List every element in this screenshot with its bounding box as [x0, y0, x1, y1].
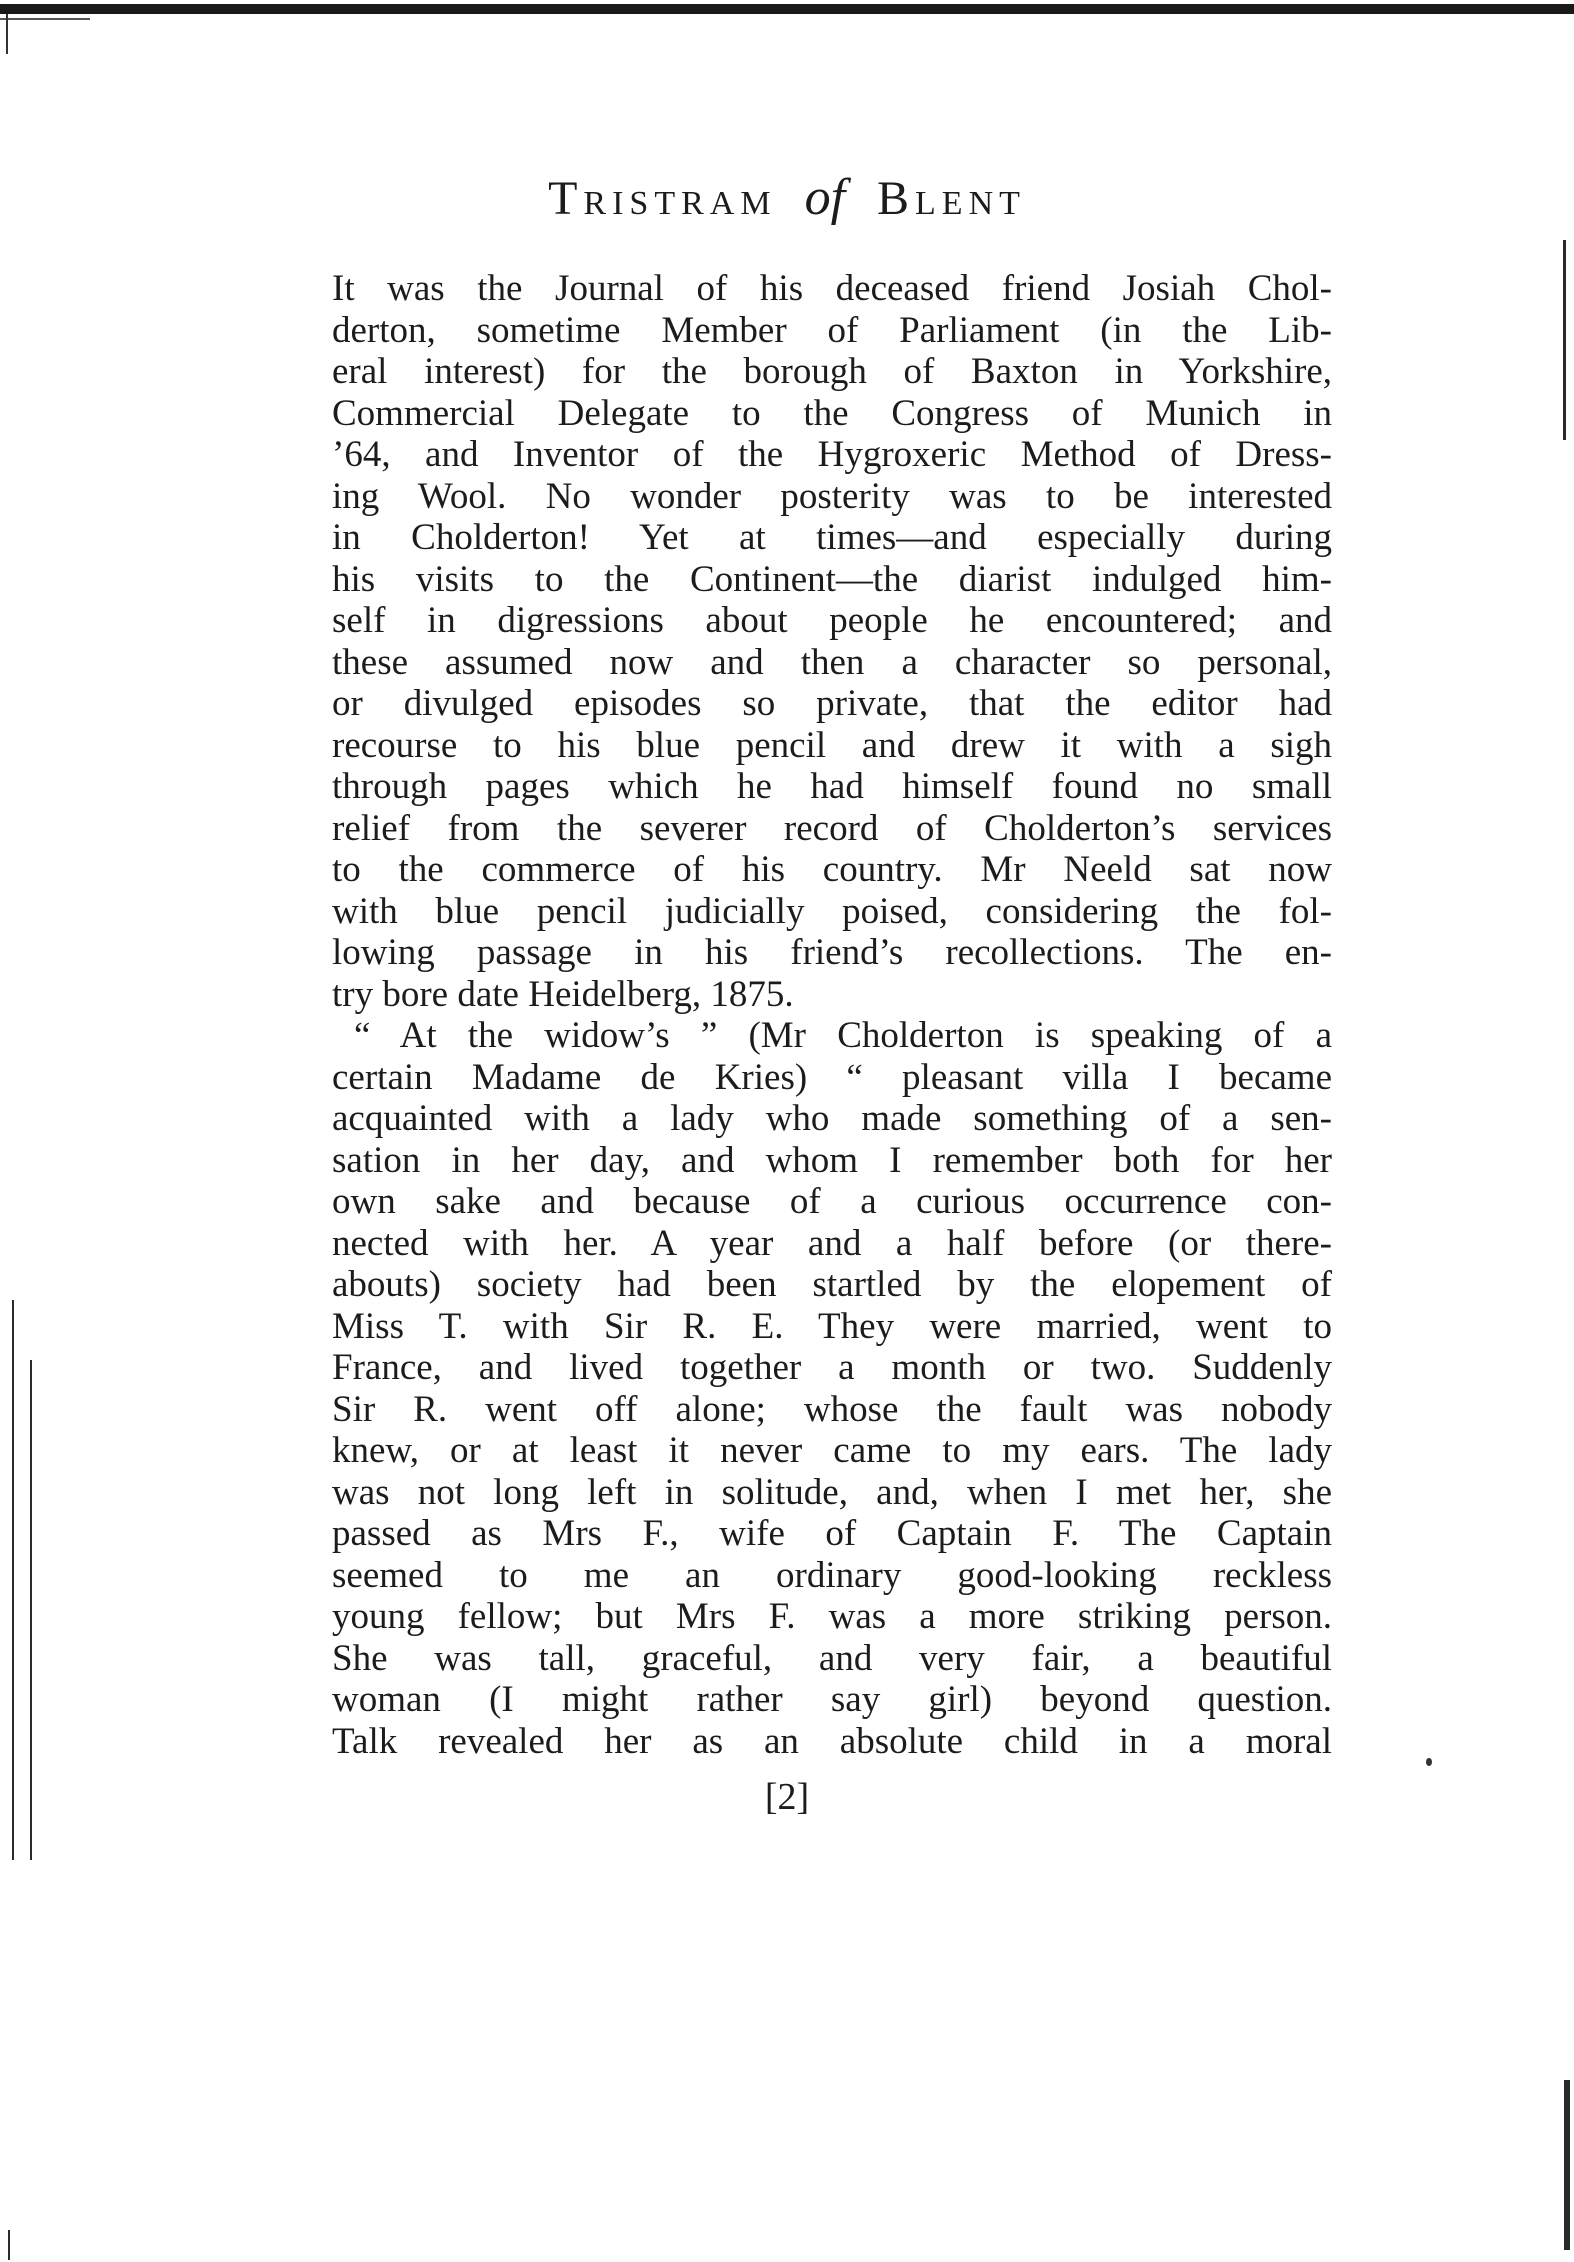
- text-line: recourse to his blue pencil and drew it with a sigh: [332, 724, 1332, 766]
- text-line: Talk revealed her as an absolute child in a moral: [332, 1720, 1332, 1762]
- text-line: was not long left in solitude, and, when I met her, she: [332, 1471, 1332, 1513]
- text-line: certain Madame de Kries) “ pleasant villa I became: [332, 1056, 1332, 1098]
- text-line: in Cholderton! Yet at times—and especially during: [332, 517, 1332, 558]
- text-line: She was tall, graceful, and very fair, a beautiful: [332, 1637, 1332, 1679]
- text-line: sation in her day, and whom I remember both for her: [332, 1139, 1332, 1181]
- scan-right-edge-mark: [1563, 240, 1566, 440]
- text-line: woman (I might rather say girl) beyond question.: [332, 1679, 1332, 1720]
- text-line: try bore date Heidelberg, 1875.: [332, 973, 794, 1015]
- scan-right-edge-mark: [1564, 2080, 1570, 2250]
- scan-top-border: [0, 4, 1574, 14]
- text-line: nected with her. A year and a half before (or there-: [332, 1222, 1332, 1264]
- text-line: ’64, and Inventor of the Hygroxeric Method of Dress-: [332, 434, 1332, 475]
- page-number: [2]: [764, 1776, 810, 1818]
- text-line: Miss T. with Sir R. E. They were married, went to: [332, 1305, 1332, 1347]
- text-line: derton, sometime Member of Parliament (in the Lib-: [332, 309, 1332, 351]
- text-line: relief from the severer record of Cholderton’s services: [332, 807, 1332, 849]
- text-line: self in digressions about people he encountered; and: [332, 600, 1332, 641]
- text-line: ing Wool. No wonder posterity was to be interested: [332, 475, 1332, 517]
- running-head-blent: Blent: [877, 172, 1026, 225]
- body-text: [332, 268, 1332, 1762]
- text-line: his visits to the Continent—the diarist indulged him-: [332, 558, 1332, 600]
- text-line: acquainted with a lady who made something of a sen-: [332, 1098, 1332, 1139]
- text-line: eral interest) for the borough of Baxton in Yorkshire,: [332, 351, 1332, 392]
- text-line: young fellow; but Mrs F. was a more striking person.: [332, 1596, 1332, 1637]
- text-line: Commercial Delegate to the Congress of Munich in: [332, 392, 1332, 434]
- running-head-of: of: [804, 169, 846, 226]
- text-line: passed as Mrs F., wife of Captain F. The Captain: [332, 1513, 1332, 1554]
- text-line: through pages which he had himself found no small: [332, 766, 1332, 807]
- text-line: abouts) society had been startled by the elopement of: [332, 1264, 1332, 1305]
- text-line: Sir R. went off alone; whose the fault was nobody: [332, 1388, 1332, 1430]
- text-line: these assumed now and then a character so personal,: [332, 641, 1332, 683]
- text-line: or divulged episodes so private, that the editor had: [332, 683, 1332, 724]
- text-line: to the commerce of his country. Mr Neeld sat now: [332, 849, 1332, 890]
- running-head: [0, 168, 1574, 229]
- scan-speck: [1426, 1758, 1432, 1766]
- running-head-tristram: Tristram: [548, 172, 777, 225]
- text-line: own sake and because of a curious occurrence con-: [332, 1181, 1332, 1222]
- text-line: knew, or at least it never came to my ears. The lady: [332, 1430, 1332, 1471]
- scan-left-edge-mark: [8, 2230, 10, 2260]
- scan-left-corner-mark: [6, 14, 8, 54]
- scan-top-border-thin: [0, 18, 90, 20]
- text-line: seemed to me an ordinary good-looking reckless: [332, 1554, 1332, 1596]
- text-line: lowing passage in his friend’s recollections. The en-: [332, 932, 1332, 973]
- text-line: with blue pencil judicially poised, considering the fol-: [332, 890, 1332, 932]
- text-line: “ At the widow’s ” (Mr Cholderton is speaking of a: [354, 1015, 1332, 1056]
- text-line: It was the Journal of his deceased friend Josiah Chol-: [332, 268, 1332, 309]
- text-line: France, and lived together a month or two. Suddenly: [332, 1347, 1332, 1388]
